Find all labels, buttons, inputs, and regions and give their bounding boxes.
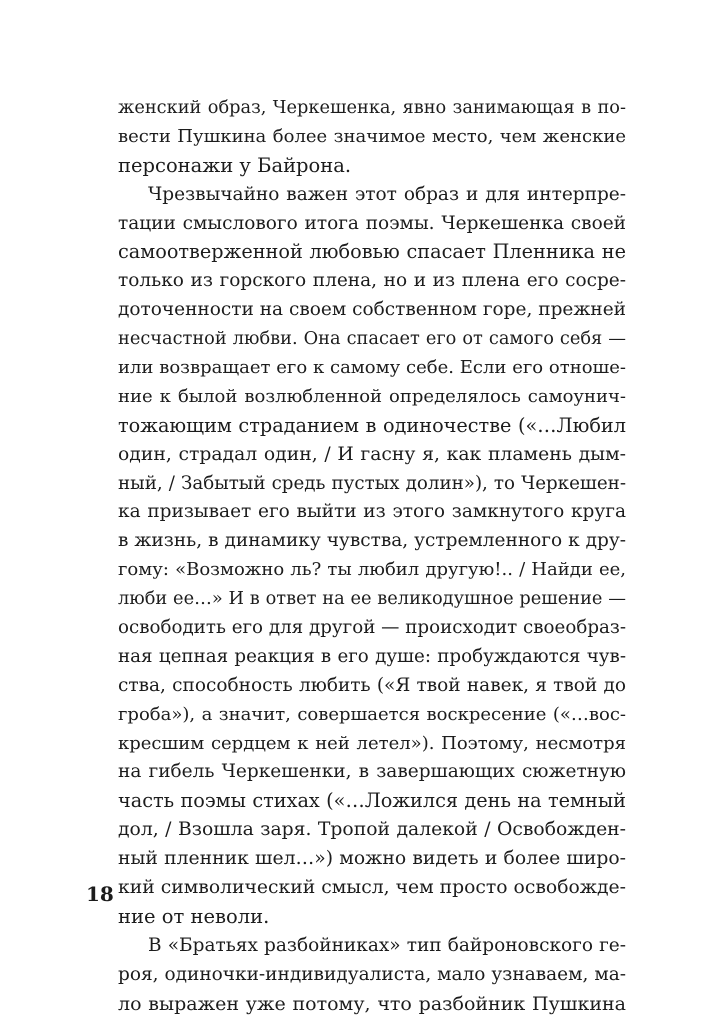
text-line: персонажи у Байрона.: [118, 153, 352, 177]
text-line: гроба»), а значит, совершается воскресение («…вос-: [118, 703, 626, 725]
text-line: самоотверженной любовью спасает Пленника не: [118, 240, 626, 264]
text-line: только из горского плена, но и из плена его сосре-: [118, 270, 626, 292]
text-line: ние от неволи.: [118, 904, 270, 928]
text-line: ло выражен уже потому, что разбойник Пушкина: [118, 992, 626, 1015]
text-line: люби ее…» И в ответ на ее великодушное решение —: [118, 589, 626, 610]
text-line: ка призывает его выйти из этого замкнутого круга: [118, 501, 626, 523]
text-line: тации смыслового итога поэмы. Черкешенка своей: [118, 212, 626, 234]
text-line: женский образ, Черкешенка, явно занимающая в по-: [118, 98, 626, 118]
text-line: ный пленник шел…») можно видеть и более широ-: [118, 848, 626, 870]
text-line: ная цепная реакция в его душе: пробуждаются чув-: [118, 645, 626, 667]
body-text: [118, 94, 626, 1019]
text-line: тожающим страданием в одиночестве («…Любил: [118, 413, 626, 437]
text-line: на гибель Черкешенки, в завершающих сюжетную: [118, 761, 626, 783]
text-line: часть поэмы стихах («…Ложился день на темный: [118, 789, 626, 813]
text-line: доточенности на своем собственном горе, прежней: [118, 299, 626, 321]
text-line: несчастной любви. Она спасает его от самого себя —: [118, 329, 626, 350]
text-line: кий символический смысл, чем просто освобожде-: [118, 877, 626, 899]
text-line: ный, / Забытый средь пустых долин»), то Черкешен-: [118, 472, 626, 494]
text-line: один, страдал один, / И гасну я, как пламень дым-: [118, 443, 626, 465]
text-line: освободить его для другой — происходит своеобраз-: [118, 617, 626, 639]
page-number: 18: [86, 882, 114, 906]
text-line: в жизнь, в динамику чувства, устремленного к дру-: [118, 530, 626, 552]
text-line: кресшим сердцем к ней летел»). Поэтому, несмотря: [118, 732, 626, 754]
text-line: или возвращает его к самому себе. Если его отноше-: [118, 357, 626, 379]
text-line: В «Братьях разбойниках» тип байроновского ге-: [148, 934, 626, 956]
text-line: роя, одиночки-индивидуалиста, мало узнаваем, ма-: [118, 963, 626, 985]
text-line: Чрезвычайно важен этот образ и для интерпре-: [148, 183, 626, 205]
text-line: ние к былой возлюбленной определялось самоунич-: [118, 385, 626, 407]
text-line: гому: «Возможно ль? ты любил другую!.. / Найди ее,: [118, 559, 626, 581]
text-line: ства, способность любить («Я твой навек, я твой до: [118, 674, 626, 696]
text-line: дол, / Взошла заря. Тропой далекой / Освобожден-: [118, 819, 626, 841]
text-line: вести Пушкина более значимое место, чем женские: [118, 125, 626, 147]
